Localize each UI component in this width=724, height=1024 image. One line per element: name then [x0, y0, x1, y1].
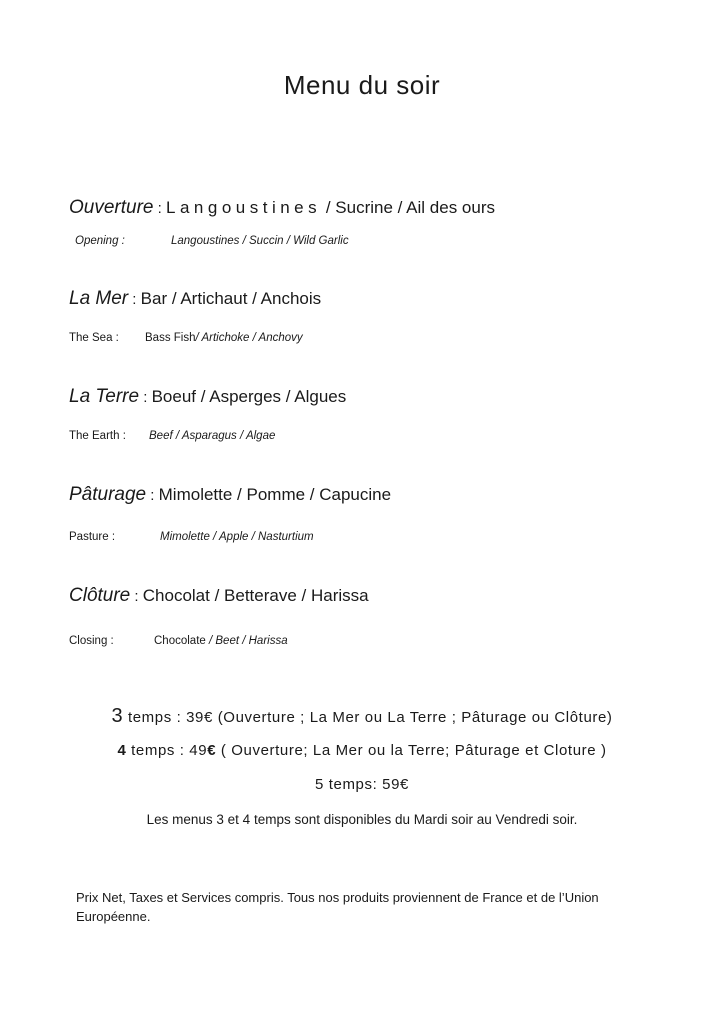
course-la-terre-english	[69, 430, 275, 442]
course-ingredients: Boeuf / Asperges / Algues	[151, 387, 347, 406]
course-english-ingredient: Chocolate	[154, 635, 209, 647]
course-separator: :	[153, 200, 166, 217]
course-name: La Mer	[69, 288, 129, 309]
formula-five-courses: 5 temps: 59€	[315, 776, 409, 793]
course-ingredients: Chocolat / Betterave / Harissa	[142, 586, 369, 605]
course-main-ingredient: Langoustines	[166, 198, 322, 217]
course-cloture	[69, 585, 369, 607]
course-name: La Terre	[69, 386, 140, 407]
formula-number: 4	[117, 742, 127, 759]
course-ingredients: Bar / Artichaut / Anchois	[140, 289, 322, 308]
course-ingredients: / Sucrine / Ail des ours	[321, 198, 496, 217]
course-english-ingredients: / Beet / Harissa	[208, 635, 288, 647]
course-ouverture	[69, 197, 495, 219]
course-name: Ouverture	[69, 197, 154, 218]
formula-number: 3	[111, 705, 124, 727]
course-la-mer-english	[69, 332, 303, 344]
footer-note: Prix Net, Taxes et Services compris. Tous nos produits proviennent de France et de l’Union Européenne.	[76, 890, 599, 924]
course-name: Pâturage	[69, 484, 147, 505]
formula-three-courses	[0, 705, 724, 728]
course-english-label: Closing :	[69, 635, 114, 647]
formula-text-continued: ( Ouverture; La Mer ou la Terre; Pâturage et Cloture )	[216, 742, 607, 759]
course-ingredients: Mimolette / Pomme / Capucine	[158, 485, 392, 504]
formula-euro-sign: €	[207, 742, 217, 759]
course-cloture-english	[69, 635, 288, 647]
course-english-ingredients: / Artichoke / Anchovy	[195, 332, 303, 344]
course-paturage-english	[69, 531, 314, 543]
course-la-terre	[69, 386, 346, 408]
availability-note: Les menus 3 et 4 temps sont disponibles du Mardi soir au Vendredi soir.	[146, 812, 578, 827]
course-english-label: Pasture :	[69, 531, 116, 543]
formula-text: temps : 49	[126, 742, 208, 759]
course-separator: :	[146, 487, 159, 504]
course-ouverture-english	[75, 235, 349, 247]
formula-text: temps : 39€ (Ouverture ; La Mer ou La Terre ; Pâturage ou Clôture)	[123, 709, 613, 726]
course-english-ingredients: Beef / Asparagus / Algae	[149, 430, 276, 442]
course-separator: :	[130, 588, 143, 605]
course-name: Clôture	[69, 585, 131, 606]
course-english-label: The Earth :	[69, 430, 126, 442]
formula-four-courses	[0, 742, 724, 759]
course-separator: :	[139, 389, 152, 406]
course-english-label: The Sea :	[69, 332, 119, 344]
course-paturage	[69, 484, 391, 506]
course-english-ingredients: Langoustines / Succin / Wild Garlic	[171, 235, 349, 247]
page-title: Menu du soir	[283, 70, 441, 100]
course-la-mer	[69, 288, 321, 310]
course-english-label: Opening :	[75, 235, 125, 247]
course-separator: :	[128, 291, 141, 308]
course-english-ingredients: Mimolette / Apple / Nasturtium	[160, 531, 314, 543]
course-english-ingredient: Bass Fish	[145, 332, 196, 344]
